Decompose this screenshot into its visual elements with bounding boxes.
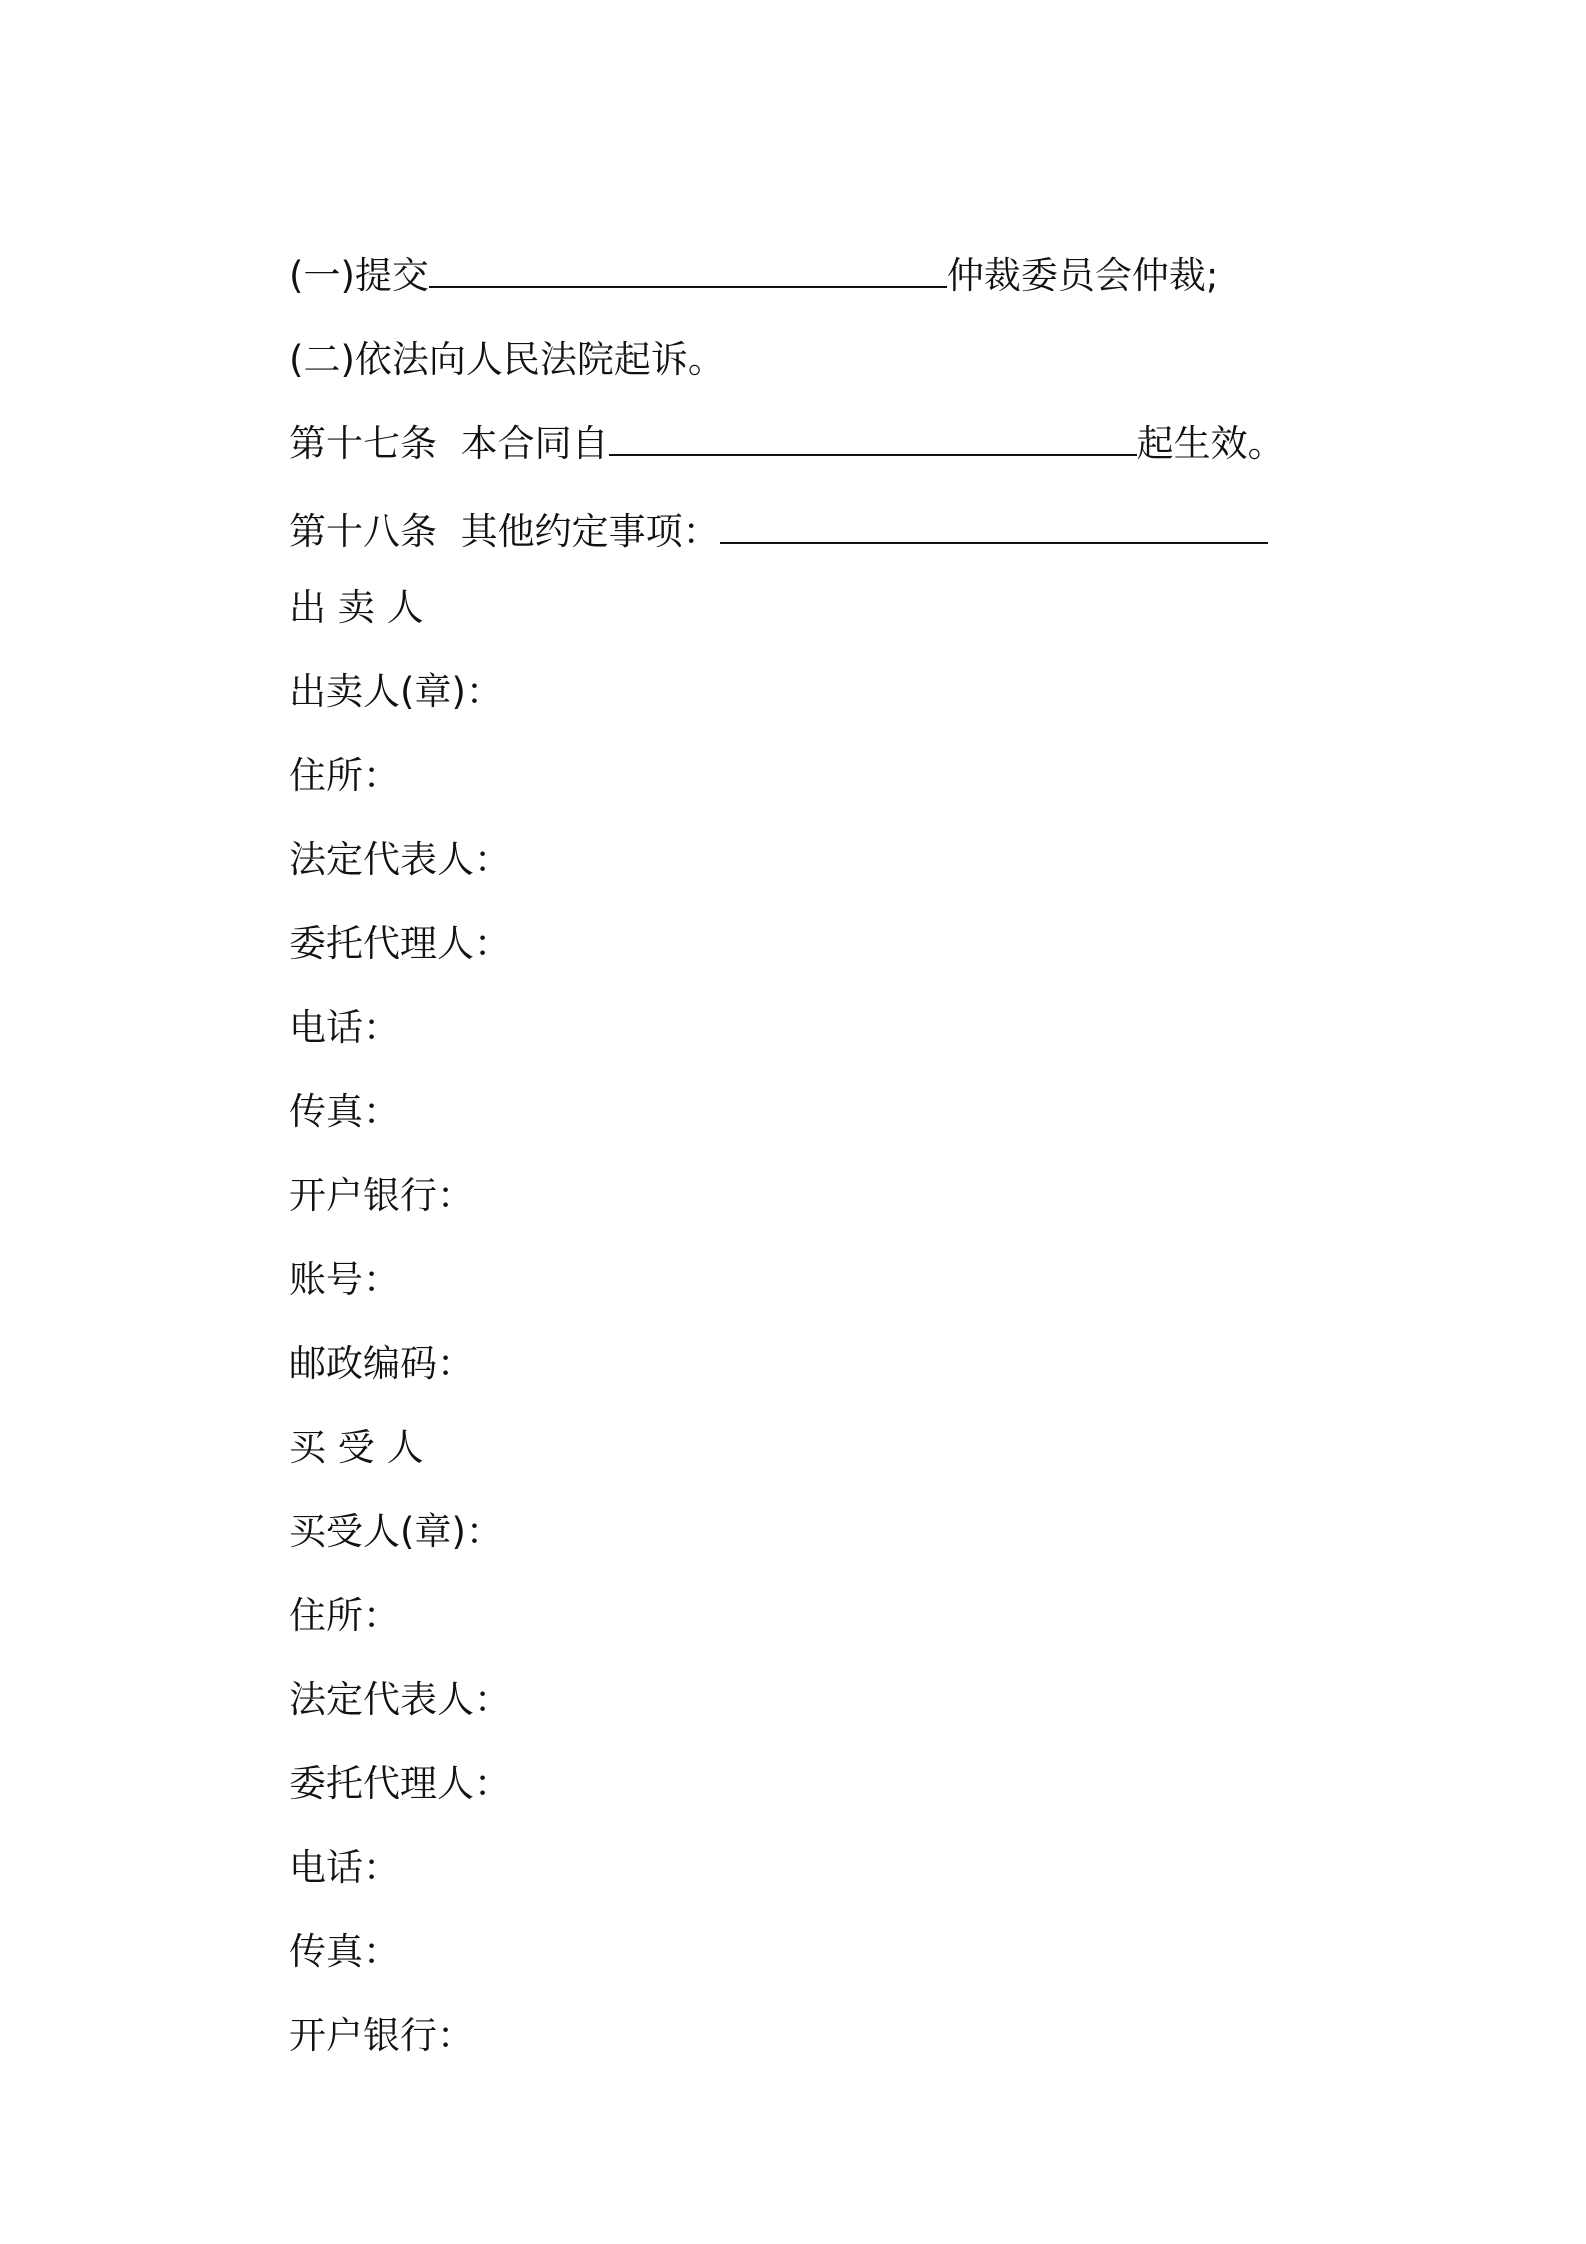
effective-date-blank[interactable]: [609, 424, 1137, 456]
other-matters-blank[interactable]: [720, 512, 1268, 544]
buyer-heading-text: 买 受 人: [289, 1426, 424, 1469]
buyer-fax-label: 传真：: [289, 1930, 401, 1973]
article-17-suffix: 起生效。: [1136, 422, 1285, 465]
clause-lawsuit-text: (二)依法向人民法院起诉。: [289, 338, 725, 381]
buyer-bank-label: 开户银行：: [289, 2014, 475, 2057]
article-17-prefix: 第十七条 本合同自: [289, 422, 609, 465]
seller-bank-label: 开户银行：: [289, 1174, 475, 1217]
article-18-prefix: 第十八条 其他约定事项：: [289, 510, 720, 553]
seller-postcode-label: 邮政编码：: [289, 1342, 475, 1385]
buyer-legal-rep-label: 法定代表人：: [289, 1678, 512, 1721]
seller-fax-label: 传真：: [289, 1090, 401, 1133]
arbitration-commission-blank[interactable]: [429, 256, 947, 288]
seller-agent-label: 委托代理人：: [289, 922, 512, 965]
seller-legal-rep-label: 法定代表人：: [289, 838, 512, 881]
seller-account-label: 账号：: [289, 1258, 401, 1301]
seller-seal-label: 出卖人(章)：: [289, 670, 503, 713]
seller-address-label: 住所：: [289, 754, 401, 797]
buyer-bank-field[interactable]: [242, 1964, 474, 2108]
buyer-phone-label: 电话：: [289, 1846, 401, 1889]
buyer-address-label: 住所：: [289, 1594, 401, 1637]
buyer-seal-label: 买受人(章)：: [289, 1510, 503, 1553]
seller-heading-text: 出 卖 人: [289, 586, 424, 629]
buyer-agent-label: 委托代理人：: [289, 1762, 512, 1805]
seller-phone-label: 电话：: [289, 1006, 401, 1049]
clause-arbitration-prefix: (一)提交: [289, 254, 429, 297]
clause-arbitration-suffix: 仲裁委员会仲裁;: [946, 254, 1219, 297]
